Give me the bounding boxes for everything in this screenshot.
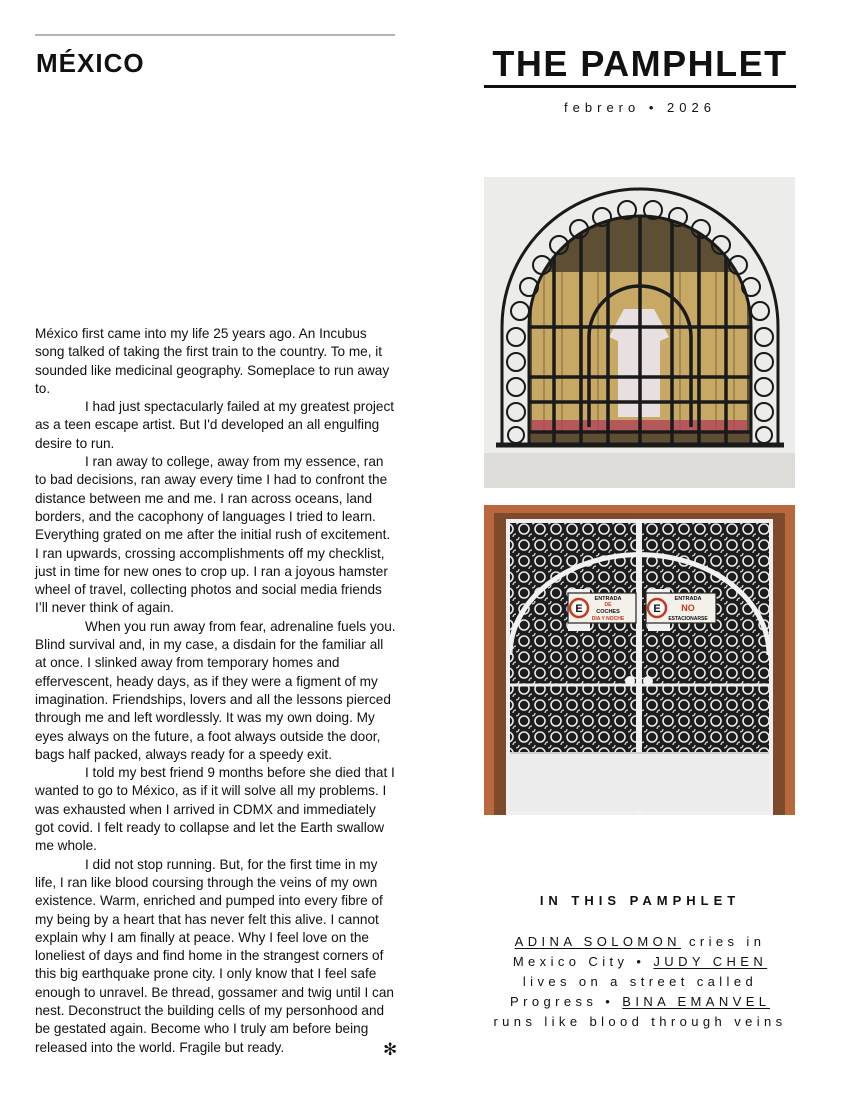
issue-date: febrero • 2026 (564, 100, 716, 115)
contents-text: runs like blood through veins (493, 1014, 787, 1029)
sign-right-line1: ENTRADA (674, 596, 702, 602)
article-paragraph: When you run away from fear, adrenaline fuels you. Blind survival and, in my case, a disdain for the familiar all at once. I slinked away from temporary homes and effervescent, heady days, as if they were a figment of my imagination. Friendships, lovers and all the lessons pierced through me and left wordlessly. It was my own doing. My eyes always on the future, a foot always outside the door, bags half packed, always ready for a speedy exit. (35, 618, 396, 762)
article-paragraph: I did not stop running. But, for the first time in my life, I ran like blood coursing through the veins of my own existence. Warm, enriched and pumped into every fibre of my being by a heart that has never felt this alive. I cannot explain why I am finally at peace. Why I feel love on the loneliest of days and find home in the strangest corners of this big earthquake prone city. I only know that I feel safe enough to unravel. Be thread, gossamer and twig until I can nest. Deconstruct the building cells of my personhood and be gestated again. Become who I truly am before being released into the world. Fragile but ready. (35, 856, 394, 1055)
masthead-title: THE PAMPHLET (484, 44, 796, 88)
contents-text: lives on a street called Progress • (510, 974, 758, 1009)
contents-heading: IN THIS PAMPHLET (539, 893, 741, 908)
gate-sign-right (646, 593, 716, 623)
sign-right-line3: ESTACIONARSE (668, 616, 708, 622)
article-paragraph: I had just spectacularly failed at my greatest project as a teen escape artist. But I'd developed an all engulfing desire to run. (35, 399, 395, 451)
sign-left-line1: ENTRADA (594, 596, 622, 602)
author-link-adina-solomon[interactable]: ADINA SOLOMON (514, 934, 681, 949)
article-paragraph: México first came into my life 25 years ago. An Incubus song talked of taking the first train to the country. To me, it sounded like medicinal geography. Someplace to run away to. (35, 326, 390, 396)
author-link-bina-emanvel[interactable]: BINA EMANVEL (622, 994, 770, 1009)
sign-left-line3: COCHES (596, 609, 620, 615)
svg-text:E: E (653, 603, 661, 615)
contents-list (490, 932, 790, 1032)
contents-text: cries in Mexico City • (512, 934, 766, 969)
gate-sign-left (568, 593, 636, 623)
sign-left-line4: DIA Y NOCHE (591, 616, 625, 622)
svg-text:E: E (575, 603, 583, 615)
sign-right-line2: NO (681, 603, 695, 613)
window-grille-photo (484, 177, 795, 488)
author-link-judy-chen[interactable]: JUDY CHEN (653, 954, 768, 969)
top-rule (35, 34, 395, 36)
iron-gate-photo (484, 505, 795, 815)
end-mark: ✻ (383, 1040, 398, 1059)
section-title: MÉXICO (36, 48, 145, 78)
article-paragraph: I ran away to college, away from my essence, ran to bad decisions, ran away every time I had to confront the distance between me and me. I ran across oceans, land borders, and the cacophony of languages I tried to learn. Everything grated on me after the initial rush of excitement. I ran upwards, crossing accomplishments off my checklist, just in time for new ones to crop up. I ran a joyous hamster wheel of travel, collecting photos and social media friends I’ll never think of again. (35, 454, 391, 616)
sign-left-line2: DE (604, 602, 612, 608)
article-paragraph: I told my best friend 9 months before she died that I wanted to go to México, as if it will solve all my problems. I was exhausted when I arrived in CDMX and immediately got covid. I felt ready to collapse and let the Earth swallow me whole. (35, 765, 395, 854)
article-body (35, 325, 397, 1057)
